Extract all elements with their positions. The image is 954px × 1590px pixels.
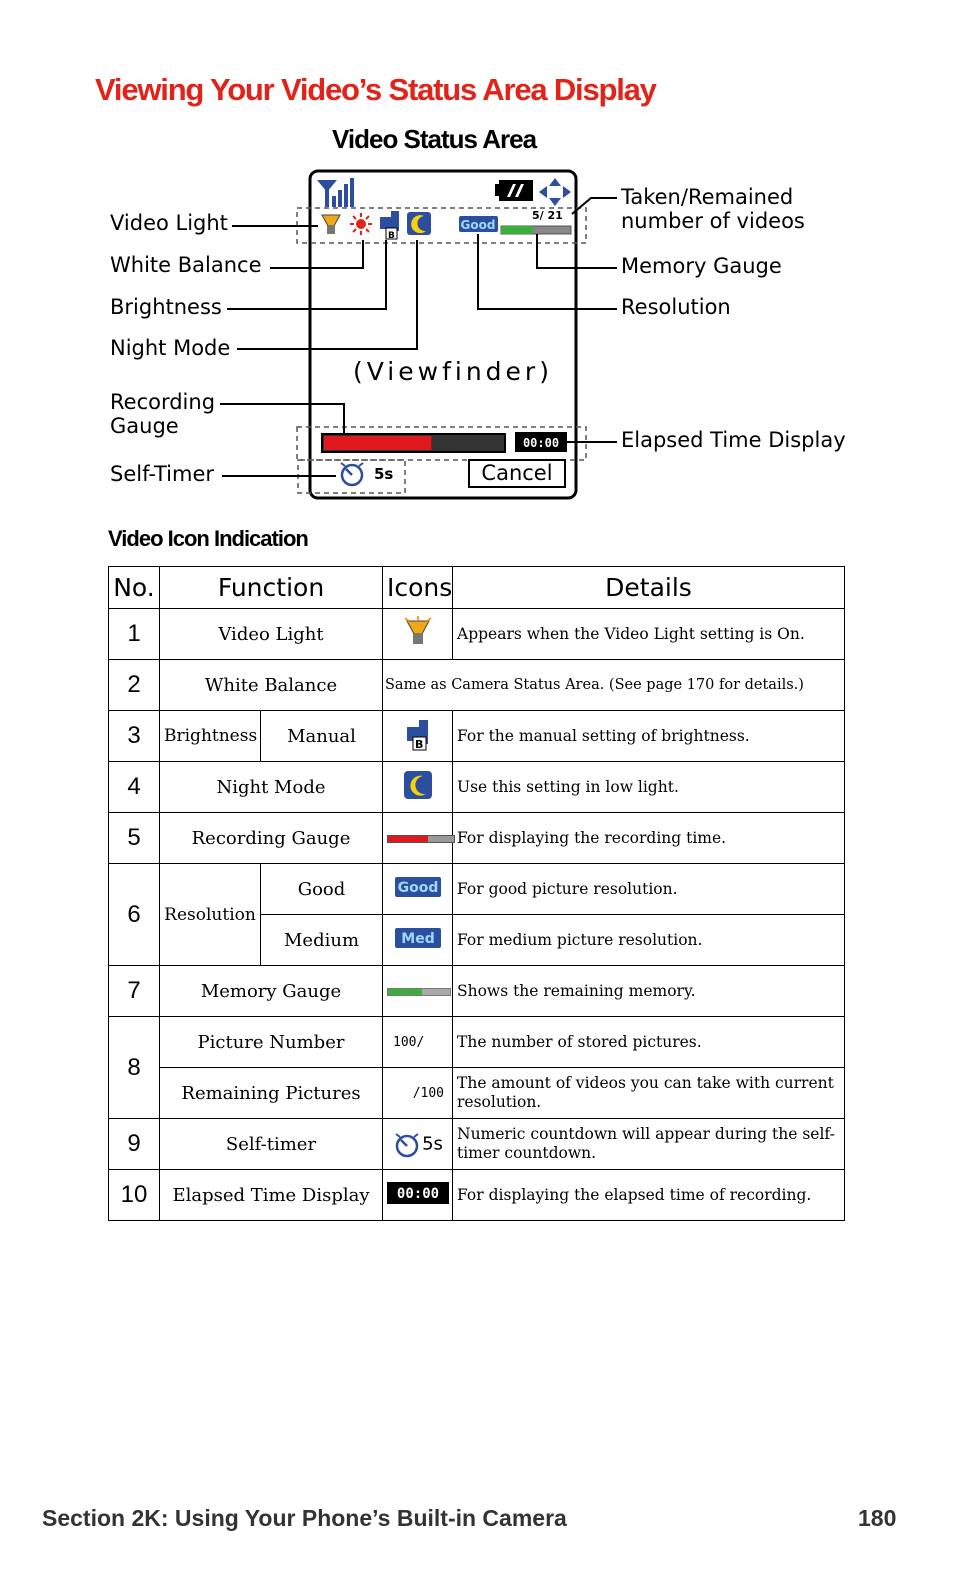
row-details: For displaying the elapsed time of recording.: [453, 1170, 845, 1221]
table-row: [109, 660, 845, 711]
row-function: Night Mode: [160, 762, 383, 813]
row-function: Memory Gauge: [160, 966, 383, 1017]
page-title: Viewing Your Video’s Status Area Display: [95, 72, 656, 107]
row-subfunction: Good: [261, 864, 383, 915]
row-number: 4: [109, 762, 160, 813]
table-header-row: [109, 567, 845, 609]
memory-gauge-fill: [501, 226, 533, 234]
row-details: For the manual setting of brightness.: [453, 711, 845, 762]
white-balance-icon: [350, 213, 372, 235]
elapsed-time-icon-text: 00:00: [396, 1185, 440, 1202]
night-mode-icon: [407, 212, 431, 235]
callout-taken-remained: Taken/Remained number of videos: [621, 185, 805, 233]
table-row: [109, 966, 845, 1017]
table-row: [109, 711, 845, 762]
row-function: Brightness: [160, 711, 261, 762]
resolution-good-badge-text: Good: [460, 218, 496, 232]
row-function: Self-timer: [160, 1119, 383, 1170]
cancel-softkey[interactable]: Cancel: [468, 459, 566, 488]
row-details: For displaying the recording time.: [453, 813, 845, 864]
row-function: Elapsed Time Display: [160, 1170, 383, 1221]
row-details: Numeric countdown will appear during the self-timer countdown.: [453, 1119, 845, 1170]
elapsed-time-text: 00:00: [522, 436, 560, 450]
callout-night-mode: Night Mode: [110, 336, 231, 360]
row-number: 7: [109, 966, 160, 1017]
video-light-icon: [383, 609, 453, 660]
table-row: [109, 1170, 845, 1221]
callout-brightness: Brightness: [110, 295, 222, 319]
header-no: No.: [109, 567, 160, 609]
self-timer-icon: [383, 1119, 453, 1170]
recording-gauge-icon: [383, 813, 453, 864]
row-function: Resolution: [160, 864, 261, 966]
elapsed-time-icon: [383, 1170, 453, 1221]
resolution-good-icon-text: Good: [397, 879, 438, 896]
self-timer-value: 5s: [374, 465, 394, 483]
row-details: Appears when the Video Light setting is On.: [453, 609, 845, 660]
table-row: [109, 1017, 845, 1068]
row-details: For good picture resolution.: [453, 864, 845, 915]
callout-memory-gauge: Memory Gauge: [621, 254, 782, 278]
status-area-heading: Video Status Area: [332, 124, 537, 154]
resolution-good-icon: [383, 864, 453, 915]
night-mode-icon: [383, 762, 453, 813]
recording-gauge-fill: [324, 436, 431, 450]
remaining-pictures-icon: /100: [383, 1068, 453, 1119]
row-function: Recording Gauge: [160, 813, 383, 864]
row-details: For medium picture resolution.: [453, 915, 845, 966]
row-details: Use this setting in low light.: [453, 762, 845, 813]
row-number: 2: [109, 660, 160, 711]
row-function: Picture Number: [160, 1017, 383, 1068]
row-details: Shows the remaining memory.: [453, 966, 845, 1017]
table-row: [109, 609, 845, 660]
row-number: 9: [109, 1119, 160, 1170]
resolution-medium-icon-text: Med: [400, 930, 435, 947]
row-details: The number of stored pictures.: [453, 1017, 845, 1068]
callout-recording-gauge: Recording Gauge: [110, 390, 216, 438]
callout-video-light: Video Light: [110, 211, 228, 235]
row-function: Video Light: [160, 609, 383, 660]
header-icons: Icons: [383, 567, 453, 609]
header-function: Function: [160, 567, 383, 609]
row-details: Same as Camera Status Area. (See page 170 for details.): [383, 660, 845, 711]
callout-white-balance: White Balance: [110, 253, 262, 277]
row-function: White Balance: [160, 660, 383, 711]
memory-gauge-icon: [383, 966, 453, 1017]
table-row: [109, 762, 845, 813]
brightness-icon: [383, 711, 453, 762]
row-number: 3: [109, 711, 160, 762]
row-number: 10: [109, 1170, 160, 1221]
callout-self-timer: Self-Timer: [110, 462, 215, 486]
table-row: [109, 1119, 845, 1170]
viewfinder-label: (Viewfinder): [353, 357, 553, 386]
row-number: 1: [109, 609, 160, 660]
callout-resolution: Resolution: [621, 295, 731, 319]
battery-icon: [495, 180, 533, 201]
picture-number-icon: 100/: [383, 1017, 453, 1068]
icon-table-heading: Video Icon Indication: [108, 526, 308, 551]
row-number: 8: [109, 1017, 160, 1119]
row-function: Remaining Pictures: [160, 1068, 383, 1119]
row-number: 5: [109, 813, 160, 864]
footer-section: Section 2K: Using Your Phone’s Built-in Camera: [42, 1505, 567, 1531]
header-details: Details: [453, 567, 845, 609]
row-subfunction: Medium: [261, 915, 383, 966]
table-row: [109, 864, 845, 915]
svg-text:B: B: [414, 737, 423, 751]
video-icon-table: [108, 566, 845, 1221]
row-details: The amount of videos you can take with current resolution.: [453, 1068, 845, 1119]
table-row: [109, 813, 845, 864]
resolution-medium-icon: [383, 915, 453, 966]
callout-elapsed-time: Elapsed Time Display: [621, 428, 846, 452]
self-timer-icon-text: 5s: [422, 1133, 443, 1155]
footer-page-number: 180: [858, 1505, 897, 1531]
video-count: 5/ 21: [532, 209, 563, 222]
row-subfunction: Manual: [261, 711, 383, 762]
table-row: [109, 1068, 845, 1119]
svg-text:B: B: [388, 231, 395, 241]
row-number: 6: [109, 864, 160, 966]
